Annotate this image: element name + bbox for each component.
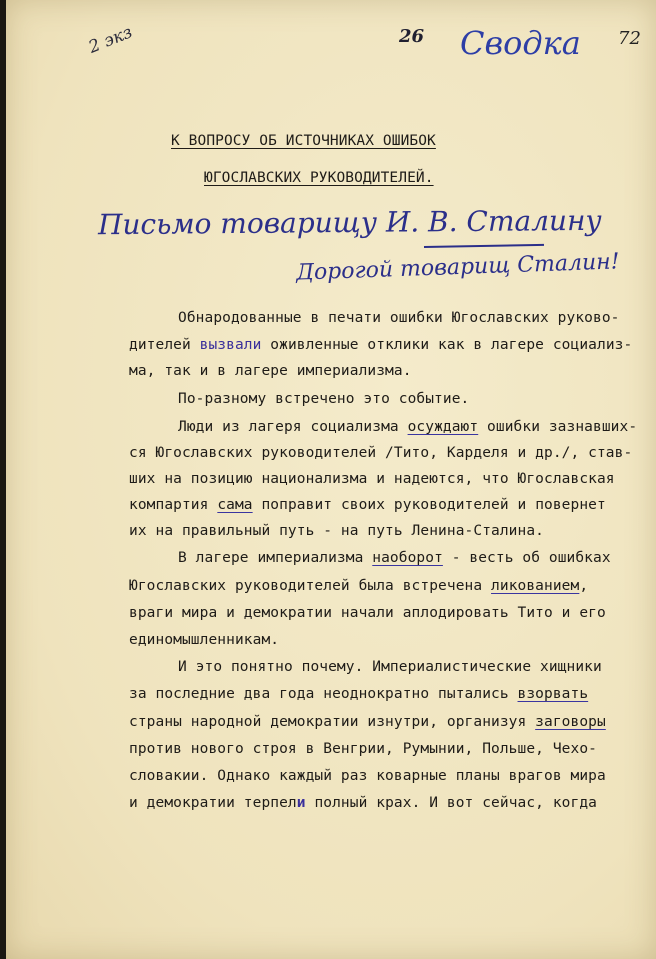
page-number: 72 [618, 28, 641, 49]
body-line: И это понятно почему. Империалистические хищники [178, 659, 602, 675]
body-line: единомышленникам. [129, 632, 280, 648]
underlined-word: наоборот [372, 550, 443, 566]
body-line: компартия сама поправит своих руководителей и повернет [129, 497, 606, 513]
corrected-letter: и [296, 795, 306, 811]
body-line: их на правильный путь - на путь Ленина-Сталина. [129, 523, 544, 539]
heading-underline [424, 244, 544, 248]
body-line: за последние два года неоднократно пытались взорвать [129, 686, 589, 702]
body-line: По-разному встречено это событие. [178, 391, 470, 407]
handwritten-greeting: Дорогой товарищ Сталин! [295, 249, 620, 286]
body-line: В лагере империализма наоборот - весть об ошибках [178, 550, 611, 566]
body-line: Югославских руководителей была встречена ликованием, [129, 578, 589, 594]
body-line: ма, так и в лагере империализма. [129, 363, 412, 379]
body-line: Обнародованные в печати ошибки Югославских руково- [178, 310, 620, 326]
body-line: ся Югославских руководителей /Тито, Карделя и др./, став- [129, 445, 633, 461]
underlined-word: осуждают [407, 419, 479, 435]
body-line: и демократии терпели полный крах. И вот сейчас, когда [129, 795, 597, 811]
title-line-1: К ВОПРОСУ ОБ ИСТОЧНИКАХ ОШИБОК [171, 133, 436, 149]
svodka-handwritten: Сводка [460, 24, 581, 62]
body-line: Люди из лагеря социализма осуждают ошибки зазнавших- [178, 419, 638, 435]
body-line: ших на позицию национализма и надеются, что Югославская [129, 471, 615, 487]
corrected-word: вызвали [199, 337, 262, 353]
title-line-2: ЮГОСЛАВСКИХ РУКОВОДИТЕЛЕЙ. [204, 170, 434, 186]
body-line: дителей вызвали оживленные отклики как в лагере социализ- [129, 337, 633, 353]
underlined-word: сама [217, 497, 253, 513]
center-mark: 26 [399, 26, 425, 47]
body-line: страны народной демократии изнутри, организуя заговоры [129, 714, 606, 730]
body-line: враги мира и демократии начали аплодировать Тито и его [129, 605, 606, 621]
underlined-word: заговоры [535, 714, 606, 730]
handwritten-heading: Письмо товарищу И. В. Сталину [97, 203, 602, 242]
copies-note: 2 экз [85, 22, 136, 58]
underlined-word: взорвать [517, 686, 589, 702]
body-line: словакии. Однако каждый раз коварные планы врагов мира [129, 768, 606, 784]
underlined-word: ликованием [491, 578, 580, 594]
document-page [6, 0, 656, 959]
body-line: против нового строя в Венгрии, Румынии, Польше, Чехо- [129, 741, 597, 757]
